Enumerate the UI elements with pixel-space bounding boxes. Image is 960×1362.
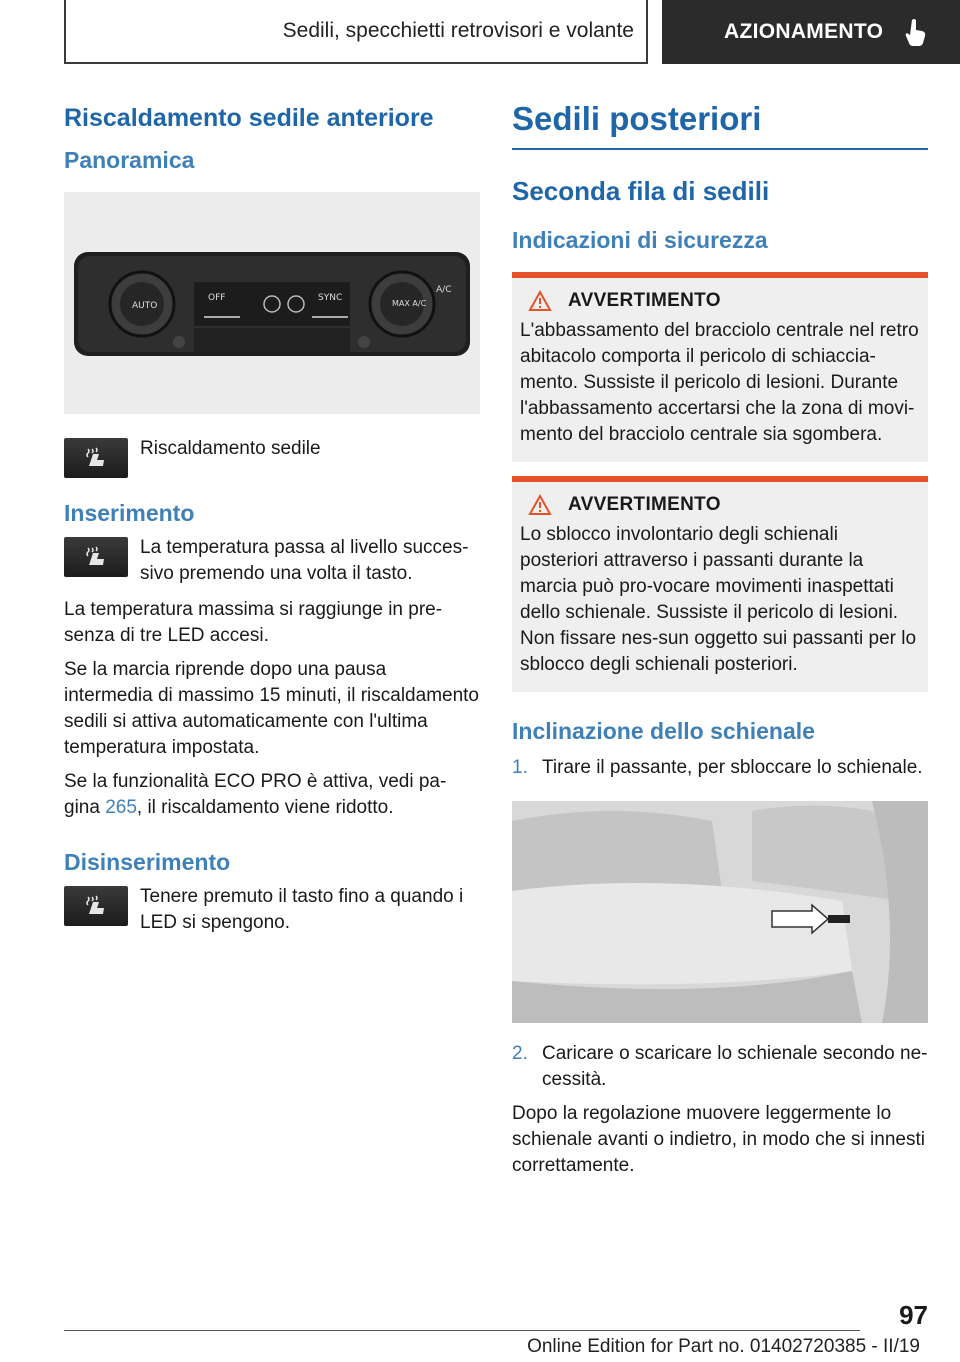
warning-text: Lo sblocco involontario degli schienali posteriori attraverso i passanti durante la marcia può pro-vocare movimenti inaspettati dello schienale. Sussiste il pericolo di lesioni. Non fissare nes-sun oggetto sui passanti per lo sblocco degli schienali posteriori. — [520, 524, 917, 675]
subtitle-activation: Inserimento — [64, 500, 195, 526]
warning-text: L'abbassamento del bracciolo centrale nel retro abitacolo comporta il pericolo di schiaccia-mento. Sussiste il pericolo di lesioni. Durante l'abbassamento accertarsi che la zona di movi-mento del bracciolo centrale sia sgombera. — [520, 320, 919, 445]
header-section-title-box — [64, 0, 648, 64]
warning-triangle-icon — [528, 494, 552, 516]
subtitle-overview: Panoramica — [64, 147, 195, 173]
header-section-title: Sedili, specchietti retrovisori e volante — [282, 19, 634, 42]
header-chapter-box — [662, 0, 960, 64]
left-column — [64, 100, 480, 946]
section-title-rear-seats: Sedili posteriori — [512, 100, 928, 150]
seat-heating-icon — [64, 886, 128, 926]
rear-seat-drawing — [512, 801, 928, 1023]
subtitle-deactivation: Disinserimento — [64, 849, 231, 875]
max-temperature-text: La temperatura massima si raggiunge in pre-senza di tre LED accesi. — [64, 599, 443, 646]
seat-heating-icon — [64, 537, 128, 577]
seat-heating-caption-row — [64, 436, 480, 478]
panel-ac-label: A/C — [436, 285, 452, 295]
deactivation-icon-row — [64, 884, 480, 936]
climate-panel-drawing — [64, 192, 480, 414]
warning-label: AVVERTIMENTO — [568, 290, 721, 311]
section-title-front-seat-heating: Riscaldamento sedile anteriore — [64, 104, 434, 132]
footer-divider — [64, 1330, 860, 1331]
warning-label: AVVERTIMENTO — [568, 494, 721, 515]
subtitle-backrest-inclination: Inclinazione dello schienale — [512, 718, 815, 744]
panel-off-label: OFF — [208, 293, 226, 303]
warning-box-backrest-release — [512, 476, 928, 692]
header-chapter: AZIONAMENTO — [724, 20, 884, 43]
warning-triangle-icon — [528, 290, 552, 312]
resume-driving-text: Se la marcia riprende dopo una pausa intermedia di massimo 15 minuti, il riscaldamento sedili si attiva automaticamente con l'ultima temperatura impostata. — [64, 659, 479, 758]
climate-panel-image — [64, 192, 480, 414]
list-item: 1. Tirare il passante, per sbloccare lo schienale. — [512, 757, 923, 778]
page-link-265[interactable]: 265 — [105, 797, 137, 818]
deactivation-text: Tenere premuto il tasto fino a quando i LED si spengono. — [140, 886, 464, 933]
right-column — [512, 100, 928, 1187]
panel-auto-label: AUTO — [132, 301, 158, 311]
panel-max-ac-label: MAX A/C — [392, 299, 427, 308]
warning-box-armrest — [512, 272, 928, 462]
final-adjustment-text: Dopo la regolazione muovere leggermente lo schienale avanti o indietro, in modo che si innesti correttamente. — [512, 1103, 925, 1176]
pointing-hand-icon — [905, 18, 927, 46]
seat-heating-caption: Riscaldamento sedile — [140, 438, 321, 459]
list-item: 2. Caricare o scaricare lo schienale secondo ne-cessità. — [512, 1043, 928, 1090]
panel-sync-label: SYNC — [318, 293, 343, 303]
rear-seat-image — [512, 801, 928, 1023]
eco-pro-text: Se la funzionalità ECO PRO è attiva, vedi pa-gina 265, il riscaldamento viene ridotto. — [64, 771, 447, 818]
subtitle-second-row: Seconda fila di sedili — [512, 176, 770, 206]
activation-text: La temperatura passa al livello succes-sivo premendo una volta il tasto. — [140, 537, 469, 584]
subtitle-safety: Indicazioni di sicurezza — [512, 227, 768, 253]
activation-icon-row — [64, 535, 480, 587]
footer-edition: Online Edition for Part no. 01402720385 - II/19 — [527, 1336, 920, 1357]
seat-heating-icon — [64, 438, 128, 478]
page-number: 97 — [899, 1300, 928, 1330]
